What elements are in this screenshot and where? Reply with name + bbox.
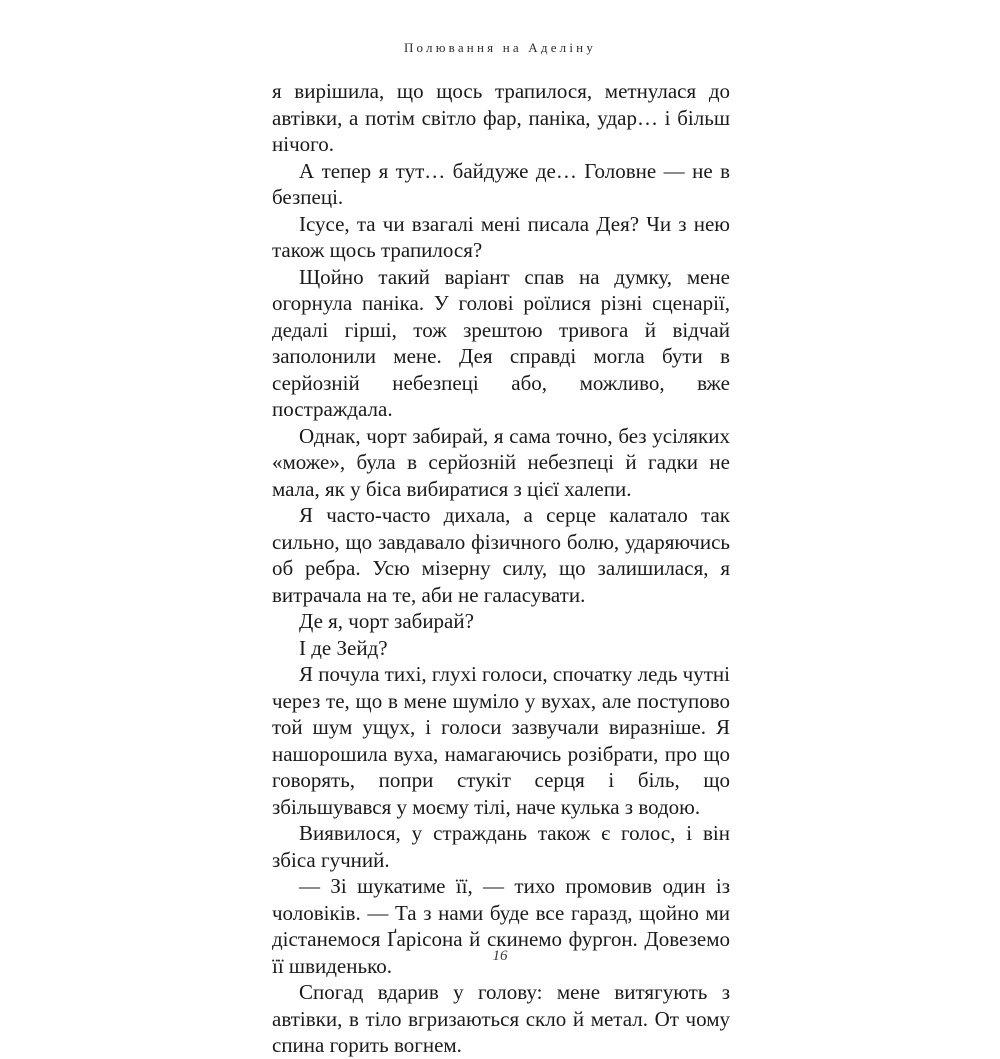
paragraph: Виявилося, у страждань також є голос, і він збіса гучний. — [272, 821, 730, 872]
paragraph: Де я, чорт забирай? — [299, 609, 474, 633]
paragraph: — Зі шукатиме її, — тихо промовив один із чоловіків. — Та з нами буде все гаразд, щойно ми дістанемося Ґарісона й скинемо фургон. Довеземо її швиденько. — [272, 874, 730, 978]
body-text — [272, 78, 730, 1059]
paragraph: І де Зейд? — [299, 635, 388, 660]
paragraph: Однак, чорт забирай, я сама точно, без усіляких «може», була в серйозній небезпеці й гадки не мала, як у біса вибиратися з цієї халепи. — [272, 423, 730, 501]
paragraph: А тепер я тут… байдуже де… Головне — не в безпеці. — [272, 158, 730, 209]
paragraph: Спогад вдарив у голову: мене витягують з автівки, в тіло вгризаються скло й метал. От чому спина горить вогнем. — [272, 980, 730, 1057]
paragraph: Я почула тихі, глухі голоси, спочатку ледь чутні через те, що в мене шуміло у вухах, але поступово той шум ущух, і голоси зазвучали виразніше. Я нашорошила вуха, намагаючись розібрати, про що говорять, попри стукіт серця і біль, що збільшувався у моєму тілі, наче кулька з водою. — [272, 662, 730, 819]
paragraph: Ісусе, та чи взагалі мені писала Дея? Чи з нею також щось трапилося? — [272, 211, 730, 262]
paragraph: Щойно такий варіант спав на думку, мене огорнула паніка. У голові роїлися різні сценарії, дедалі гірші, тож зрештою тривога й відчай заполонили мене. Дея справді могла бути в серйозній небезпеці або, можливо, вже постраждала. — [272, 264, 730, 421]
running-header: Полювання на Аделіну — [403, 40, 597, 55]
paragraph: Я часто-часто дихала, а серце калатало так сильно, що завдавало фізичного болю, ударяючись об ребра. Усю мізерну силу, що залишилася, я витрачала на те, аби не галасувати. — [272, 503, 730, 607]
paragraph: я вирішила, що щось трапилося, метнулася до автівки, а потім світло фар, паніка, удар… і більш нічого. — [272, 79, 730, 156]
page-number: 16 — [492, 948, 508, 964]
